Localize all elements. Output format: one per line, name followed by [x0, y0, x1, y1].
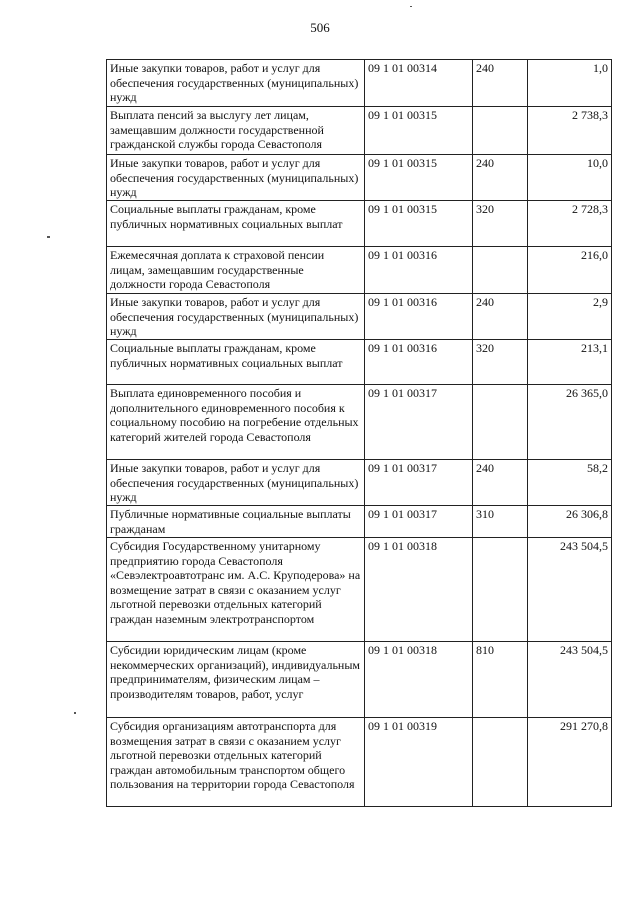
expense-name: Иные закупки товаров, работ и услуг для обеспечения государственных (муниципальных) нужд [107, 460, 365, 506]
amount: 10,0 [528, 155, 612, 201]
budget-code: 09 1 01 00318 [365, 538, 473, 642]
expense-type: 240 [473, 155, 528, 201]
expense-name: Выплата пенсий за выслугу лет лицам, замещавшим должности государственной гражданской службы города Севастополя [107, 107, 365, 155]
amount: 2,9 [528, 294, 612, 340]
amount: 26 306,8 [528, 506, 612, 538]
budget-code: 09 1 01 00319 [365, 718, 473, 807]
expense-type: 240 [473, 460, 528, 506]
amount: 243 504,5 [528, 538, 612, 642]
table-row [107, 60, 612, 107]
expense-type [473, 107, 528, 155]
table-row [107, 201, 612, 247]
expense-name: Социальные выплаты гражданам, кроме публичных нормативных социальных выплат [107, 201, 365, 247]
expense-type: 240 [473, 294, 528, 340]
budget-code: 09 1 01 00317 [365, 460, 473, 506]
table-row [107, 294, 612, 340]
expense-type: 320 [473, 340, 528, 385]
budget-table [106, 59, 612, 807]
amount: 216,0 [528, 247, 612, 294]
amount: 58,2 [528, 460, 612, 506]
budget-code: 09 1 01 00316 [365, 247, 473, 294]
budget-code: 09 1 01 00316 [365, 294, 473, 340]
table-row [107, 718, 612, 807]
scan-speck [47, 236, 50, 238]
expense-name: Субсидия Государственному унитарному предприятию города Севастополя «Севэлектроавтотранс им. А.С. Круподерова» на возмещение затрат в связи с оказанием услуг льготной перевозки отдельных категорий граждан наземным электротранспортом [107, 538, 365, 642]
budget-code: 09 1 01 00315 [365, 107, 473, 155]
expense-type [473, 247, 528, 294]
table-row [107, 107, 612, 155]
expense-name: Иные закупки товаров, работ и услуг для обеспечения государственных (муниципальных) нужд [107, 60, 365, 107]
page-number: 506 [310, 20, 330, 35]
amount: 2 738,3 [528, 107, 612, 155]
amount: 291 270,8 [528, 718, 612, 807]
scan-speck [74, 712, 76, 714]
expense-name: Социальные выплаты гражданам, кроме публичных нормативных социальных выплат [107, 340, 365, 385]
expense-name: Иные закупки товаров, работ и услуг для обеспечения государственных (муниципальных) нужд [107, 155, 365, 201]
budget-code: 09 1 01 00316 [365, 340, 473, 385]
amount: 213,1 [528, 340, 612, 385]
budget-code: 09 1 01 00314 [365, 60, 473, 107]
expense-type: 810 [473, 642, 528, 718]
expense-type: 320 [473, 201, 528, 247]
amount: 243 504,5 [528, 642, 612, 718]
table-row [107, 460, 612, 506]
expense-type: 310 [473, 506, 528, 538]
budget-code: 09 1 01 00318 [365, 642, 473, 718]
table-row [107, 506, 612, 538]
table-row [107, 340, 612, 385]
amount: 2 728,3 [528, 201, 612, 247]
table-row [107, 247, 612, 294]
table-row [107, 538, 612, 642]
expense-name: Ежемесячная доплата к страховой пенсии лицам, замещавшим государственные должности города Севастополя [107, 247, 365, 294]
amount: 26 365,0 [528, 385, 612, 460]
scan-speck [410, 6, 412, 7]
expense-name: Выплата единовременного пособия и дополнительного единовременного пособия к социальному пособию на погребение отдельных категорий жителей города Севастополя [107, 385, 365, 460]
amount: 1,0 [528, 60, 612, 107]
budget-code: 09 1 01 00315 [365, 201, 473, 247]
expense-name: Публичные нормативные социальные выплаты гражданам [107, 506, 365, 538]
table-row [107, 385, 612, 460]
expense-type [473, 538, 528, 642]
expense-type: 240 [473, 60, 528, 107]
budget-code: 09 1 01 00317 [365, 506, 473, 538]
expense-type [473, 385, 528, 460]
budget-code: 09 1 01 00317 [365, 385, 473, 460]
budget-code: 09 1 01 00315 [365, 155, 473, 201]
expense-name: Иные закупки товаров, работ и услуг для обеспечения государственных (муниципальных) нужд [107, 294, 365, 340]
expense-name: Субсидия организациям автотранспорта для возмещения затрат в связи с оказанием услуг льготной перевозки отдельных категорий граждан автомобильным транспортом общего пользования на территории города Севастополя [107, 718, 365, 807]
budget-table-body [107, 60, 612, 807]
table-row [107, 155, 612, 201]
expense-name: Субсидии юридическим лицам (кроме некоммерческих организаций), индивидуальным предпринимателям, физическим лицам – производителям товаров, работ, услуг [107, 642, 365, 718]
table-row [107, 642, 612, 718]
expense-type [473, 718, 528, 807]
